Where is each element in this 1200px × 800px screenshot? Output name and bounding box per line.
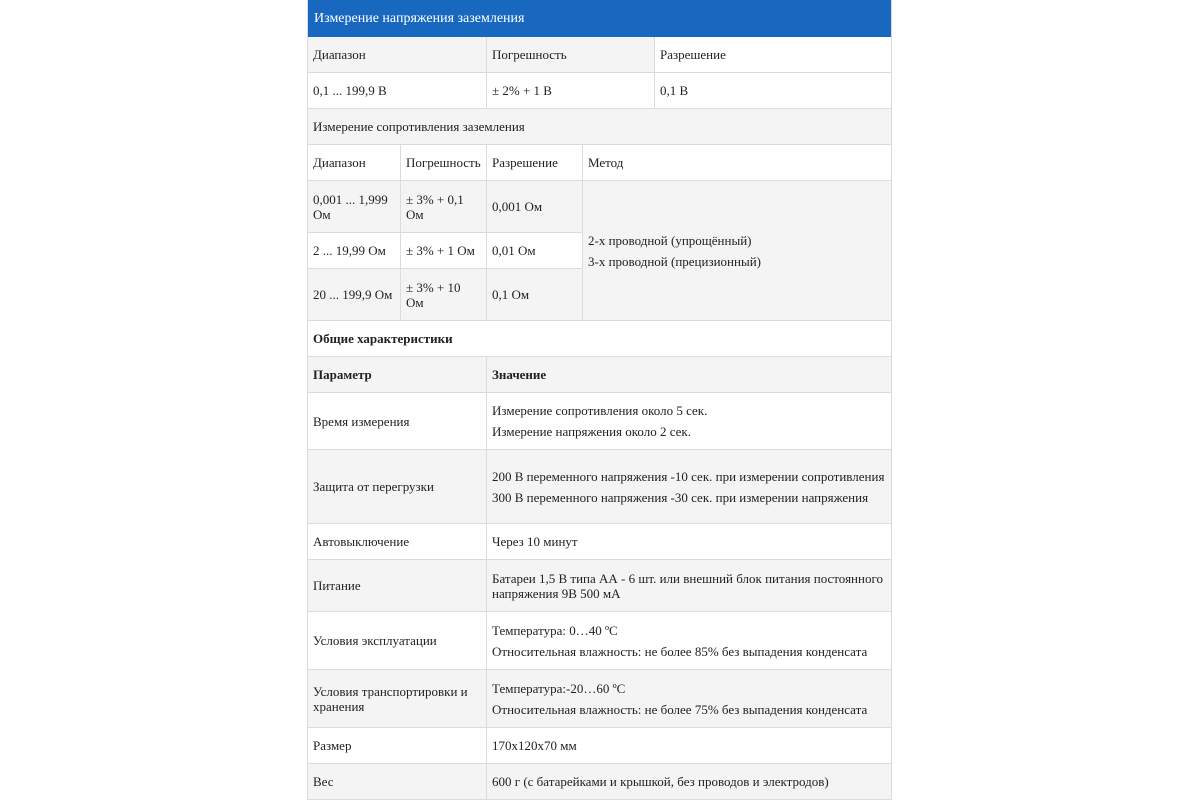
- section-voltage-title: Измерение напряжения заземления: [308, 0, 891, 37]
- value-auto-off: Через 10 минут: [486, 524, 891, 560]
- param-weight: Вес: [308, 764, 486, 800]
- method-three-wire: 3-х проводной (прецизионный): [588, 253, 761, 269]
- voltage-range-value: 0,1 ... 199,9 В: [308, 73, 486, 109]
- param-operating-conditions: Условия эксплуатации: [308, 612, 486, 670]
- value-operating-conditions: [486, 612, 891, 670]
- voltage-accuracy-value: ± 2% + 1 В: [486, 73, 654, 109]
- voltage-resolution-value: 0,1 В: [654, 73, 891, 109]
- param-measure-time: Время измерения: [308, 393, 486, 450]
- value-weight: 600 г (с батарейками и крышкой, без проводов и электродов): [486, 764, 891, 800]
- resistance-resolution-1: 0,001 Ом: [486, 181, 582, 233]
- param-size: Размер: [308, 728, 486, 764]
- param-storage-conditions: Условия транспортировки и хранения: [308, 670, 486, 728]
- section-resistance-title: Измерение сопротивления заземления: [308, 109, 891, 145]
- value-line: 200 В переменного напряжения -10 сек. при измерении сопротивления: [492, 468, 885, 484]
- resistance-header-method: Метод: [582, 145, 891, 181]
- value-line: Измерение напряжения около 2 сек.: [492, 424, 691, 439]
- general-header-value: Значение: [486, 357, 891, 393]
- param-auto-off: Автовыключение: [308, 524, 486, 560]
- value-line: Температура: 0…40 ºС: [492, 622, 618, 638]
- value-storage-conditions: [486, 670, 891, 728]
- resistance-header-range: Диапазон: [308, 145, 400, 181]
- resistance-header-resolution: Разрешение: [486, 145, 582, 181]
- resistance-range-2: 2 ... 19,99 Ом: [308, 233, 400, 269]
- value-line: 300 В переменного напряжения -30 сек. при измерении напряжения: [492, 489, 869, 505]
- value-measure-time: [486, 393, 891, 450]
- resistance-accuracy-2: ± 3% + 1 Ом: [400, 233, 486, 269]
- section-general-title: Общие характеристики: [308, 321, 891, 357]
- resistance-method-cell: [582, 181, 891, 321]
- resistance-accuracy-1: ± 3% + 0,1 Ом: [400, 181, 486, 233]
- value-line: Относительная влажность: не более 85% без выпадения конденсата: [492, 643, 868, 659]
- param-overload: Защита от перегрузки: [308, 450, 486, 524]
- value-overload: [486, 450, 891, 524]
- value-line: Измерение сопротивления около 5 сек.: [492, 403, 708, 418]
- value-power: Батареи 1,5 В типа АА - 6 шт. или внешний блок питания постоянного напряжения 9В 500 мА: [486, 560, 891, 612]
- value-size: 170х120х70 мм: [486, 728, 891, 764]
- resistance-accuracy-3: ± 3% + 10 Ом: [400, 269, 486, 321]
- resistance-header-accuracy: Погрешность: [400, 145, 486, 181]
- param-power: Питание: [308, 560, 486, 612]
- voltage-header-resolution: Разрешение: [654, 37, 891, 73]
- value-line: Относительная влажность: не более 75% без выпадения конденсата: [492, 701, 868, 717]
- resistance-resolution-2: 0,01 Ом: [486, 233, 582, 269]
- voltage-header-accuracy: Погрешность: [486, 37, 654, 73]
- value-line: Температура:-20…60 ºС: [492, 680, 626, 696]
- spec-sheet: [307, 0, 892, 800]
- voltage-header-range: Диапазон: [308, 37, 486, 73]
- resistance-resolution-3: 0,1 Ом: [486, 269, 582, 321]
- method-two-wire: 2-х проводной (упрощённый): [588, 232, 752, 248]
- general-header-param: Параметр: [308, 357, 486, 393]
- resistance-range-1: 0,001 ... 1,999 Ом: [308, 181, 400, 233]
- resistance-range-3: 20 ... 199,9 Ом: [308, 269, 400, 321]
